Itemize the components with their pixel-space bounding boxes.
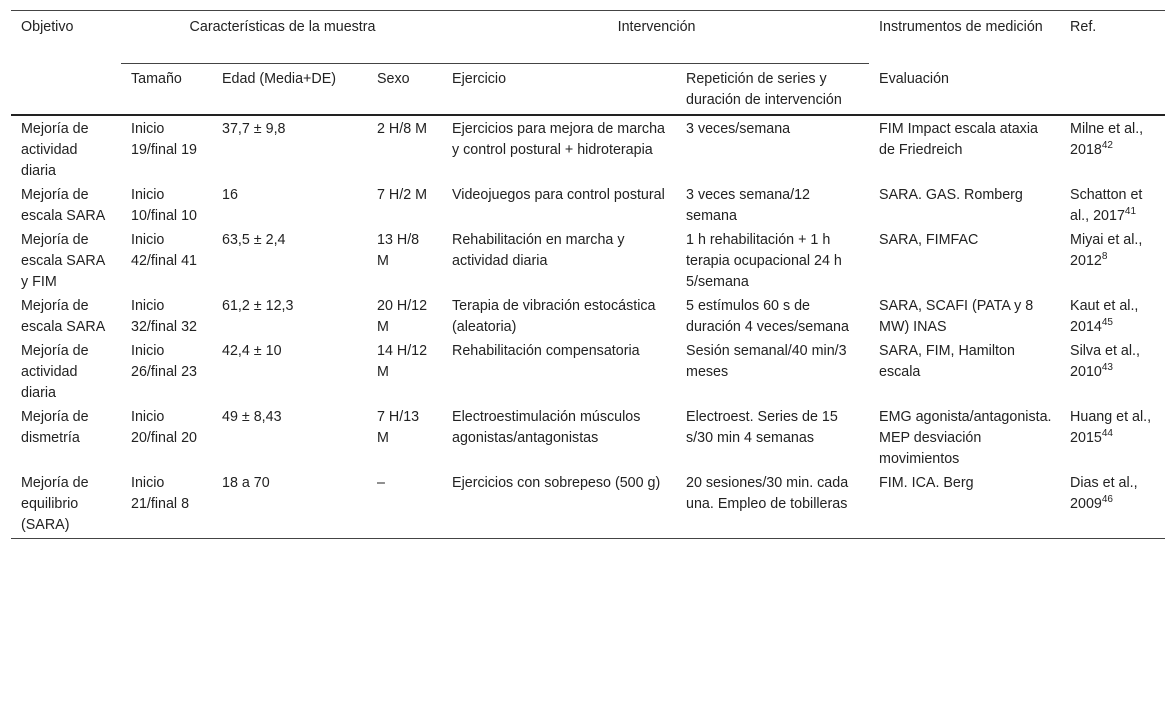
cell-tamano: Inicio 32/final 32 [131,298,197,335]
cell-repeticion: Sesión semanal/40 min/3 meses [686,343,847,380]
cell-edad: 18 a 70 [212,470,367,539]
cell-objetivo: Mejoría de escala SARA [21,187,106,224]
col-header-repeticion: Repetición de series y duración de intervención [686,71,842,108]
col-header-intervencion: Intervención [442,11,869,64]
table-row [11,182,1165,227]
cell-ref [1060,293,1165,338]
cell-ref [1060,227,1165,293]
cell-ejercicio: Rehabilitación compensatoria [452,343,640,359]
cell-objetivo: Mejoría de equilibrio (SARA) [11,470,121,539]
cell-evaluacion: FIM. ICA. Berg [869,470,1060,539]
col-header-evaluacion: Evaluación [879,70,949,87]
cell-repeticion: 3 veces semana/12 semana [686,187,811,224]
ref-text: Schatton et al., 2017 [1070,187,1143,224]
col-header-sexo: Sexo [377,71,410,87]
cell-evaluacion: SARA, FIM, Hamilton escala [879,343,1015,380]
cell-repeticion: 5 estímulos 60 s de duración 4 veces/semana [686,298,849,335]
cell-repeticion: 20 sesiones/30 min. cada una. Empleo de tobilleras [676,470,869,539]
cell-repeticion: 3 veces/semana [686,121,791,137]
cell-evaluacion: SARA. GAS. Romberg [879,187,1023,203]
cell-objetivo: Mejoría de dismetría [21,409,89,446]
cell-tamano: Inicio 21/final 8 [121,470,212,539]
ref-text: Kaut et al., 2014 [1070,298,1139,335]
cell-sexo: 2 H/8 M [377,121,428,137]
cell-evaluacion: SARA, FIMFAC [879,232,979,248]
table-row [11,338,1165,404]
cell-objetivo: Mejoría de escala SARA [21,298,106,335]
table-row [11,115,1165,182]
cell-edad: 37,7 ± 9,8 [222,121,286,137]
ref-text: Huang et al., 2015 [1070,409,1152,446]
col-header-caracteristicas: Características de la muestra [121,11,442,64]
col-header-objetivo: Objetivo [11,11,121,116]
table-row [11,404,1165,470]
cell-tamano: Inicio 42/final 41 [131,232,197,269]
cell-ejercicio: Ejercicios para mejora de marcha y control postural + hidroterapia [452,121,665,158]
cell-ref [1060,470,1165,539]
cell-evaluacion: EMG agonista/antagonista. MEP desviación movimientos [879,409,1052,467]
cell-evaluacion: FIM Impact escala ataxia de Friedreich [879,121,1038,158]
ref-text: Dias et al., 2009 [1070,475,1138,512]
ref-text: Miyai et al., 2012 [1070,232,1143,269]
ref-superscript: 46 [1101,494,1113,505]
cell-tamano: Inicio 20/final 20 [131,409,197,446]
cell-tamano: Inicio 19/final 19 [131,121,197,158]
ref-text: Milne et al., 2018 [1070,121,1144,158]
cell-ref [1060,182,1165,227]
cell-ejercicio: Electroestimulación músculos agonistas/antagonistas [452,409,641,446]
cell-tamano: Inicio 26/final 23 [131,343,197,380]
table-row [11,293,1165,338]
cell-sexo: 7 H/13 M [377,409,420,446]
col-header-tamano: Tamaño [131,71,182,87]
cell-sexo: – [367,470,442,539]
cell-ref [1060,338,1165,404]
cell-sexo: 13 H/8 M [377,232,420,269]
cell-edad: 61,2 ± 12,3 [222,298,294,314]
cell-ref [1060,115,1165,182]
cell-repeticion: Electroest. Series de 15 s/30 min 4 semanas [686,409,838,446]
ref-superscript: 43 [1101,362,1113,373]
col-header-instrumentos: Instrumentos de medición [879,19,1043,35]
col-header-ejercicio: Ejercicio [452,71,507,87]
ref-superscript: 42 [1101,140,1113,151]
cell-edad: 63,5 ± 2,4 [222,232,286,248]
cell-ref [1060,404,1165,470]
ref-superscript: 8 [1101,251,1108,262]
ref-text: Silva et al., 2010 [1070,343,1140,380]
cell-repeticion: 1 h rehabilitación + 1 h terapia ocupacional 24 h 5/semana [686,232,842,290]
cell-objetivo: Mejoría de actividad diaria [21,343,89,401]
ref-superscript: 44 [1101,428,1113,439]
cell-tamano: Inicio 10/final 10 [131,187,197,224]
col-header-ref: Ref. [1060,11,1165,116]
table-row [11,470,1165,539]
cell-ejercicio: Ejercicios con sobrepeso (500 g) [442,470,676,539]
col-header-edad: Edad (Media+DE) [222,71,337,87]
cell-edad: 49 ± 8,43 [222,409,282,425]
ref-superscript: 45 [1101,317,1113,328]
table-row [11,227,1165,293]
cell-edad: 42,4 ± 10 [222,343,282,359]
cell-sexo: 14 H/12 M [377,343,428,380]
cell-ejercicio: Videojuegos para control postural [452,187,665,203]
cell-ejercicio: Rehabilitación en marcha y actividad diaria [452,232,625,269]
cell-edad: 16 [222,187,238,203]
results-table [11,10,1165,539]
cell-ejercicio: Terapia de vibración estocástica (aleatoria) [452,298,656,335]
cell-objetivo: Mejoría de actividad diaria [21,121,89,179]
cell-evaluacion: SARA, SCAFI (PATA y 8 MW) INAS [879,298,1034,335]
ref-superscript: 41 [1124,206,1137,217]
cell-sexo: 20 H/12 M [377,298,428,335]
cell-objetivo: Mejoría de escala SARA y FIM [21,232,105,290]
cell-sexo: 7 H/2 M [377,187,428,203]
